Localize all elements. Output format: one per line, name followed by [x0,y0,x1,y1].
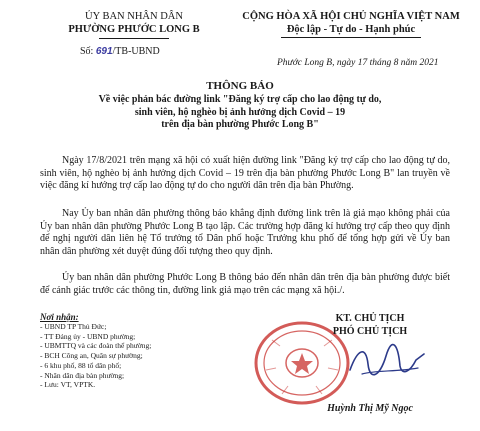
national-header [236,10,466,38]
document-title: THÔNG BÁO [206,80,274,92]
recipient-item: - TT Đảng ủy - UBND phường; [40,331,136,341]
document-subject [40,94,440,132]
org-name-line2: PHƯỜNG PHƯỚC LONG B [68,24,200,35]
recipient-item: - 6 khu phố, 88 tổ dân phố; [40,360,122,370]
signature-title-line: PHÓ CHỦ TỊCH [332,326,408,337]
date-line: Phước Long B, ngày 17 tháng 8 năm 2021 [277,58,439,68]
recipients-heading: Nơi nhận: [40,312,79,322]
subject-line: Về việc phản bác đường link "Đăng ký trợ cấp cho lao động tự do, [98,94,382,105]
national-motto: Độc lập - Tự do - Hạnh phúc [286,24,416,35]
document-number [80,46,160,57]
body-paragraph-2: Nay Ủy ban nhân dân phường thông báo khẳng định đường link trên là giả mạo không phải của Ủy ban nhân dân phường Phước Long B tạo lập. Các trường hợp đăng kí hướng trợ cấp theo quy định để nghị người dân liên hệ Tổ trưởng tổ Dân phố hoặc Trưởng khu phố để tổng hợp gửi về Ủy ban nhân dân phường xét duyệt đúng đối tượng theo quy định. [40,208,450,257]
header-right-rule [281,37,421,38]
recipient-item: - UBND TP Thủ Đức; [40,322,107,331]
issuing-authority [54,10,214,39]
body-paragraph-1: Ngày 17/8/2021 trên mạng xã hội có xuất hiện đường link "Đăng ký trợ cấp cho lao động tự do, sinh viên, hộ nghèo bị ảnh hưởng dịch Covid – 19 trên địa bàn phường Phước Long B" lan truyền về việc đăng kí hướng trợ cấp lao động tự do cho người dân trên địa bàn Phường. [40,155,450,191]
header-left-rule [99,38,169,39]
body-paragraph-3: Ủy ban nhân dân phường Phước Long B thông báo đến nhân dân trên địa bàn phường được biết để cảnh giác trước các thông tin, đường link giả mạo trên các mạng xã hội./. [40,272,450,296]
signature-for-line: KT. CHỦ TỊCH [335,313,405,324]
nation-name: CỘNG HÒA XÃ HỘI CHỦ NGHĨA VIỆT NAM [242,11,460,22]
doc-number-prefix: Số: [80,46,94,57]
subject-line: trên địa bàn phường Phước Long B" [161,119,319,130]
subject-line: sinh viên, hộ nghèo bị ảnh hưởng dịch Covid – 19 [134,106,346,118]
doc-number-handwritten: 691 [95,46,113,57]
recipients-list [40,322,151,390]
recipient-item: - Lưu: VT, VPTK. [40,380,96,390]
recipient-item: - BCH Công an, Quân sự phường; [40,351,143,361]
recipient-item: - Nhân dân địa bàn phường; [40,370,125,380]
recipient-item: - UBMTTQ và các đoàn thể phường; [40,341,152,351]
org-name-line1: ỦY BAN NHÂN DÂN [85,11,183,22]
doc-number-suffix: /TB-UBND [112,46,160,57]
signer-name: Huỳnh Thị Mỹ Ngọc [327,403,413,414]
handwritten-signature [340,336,430,386]
